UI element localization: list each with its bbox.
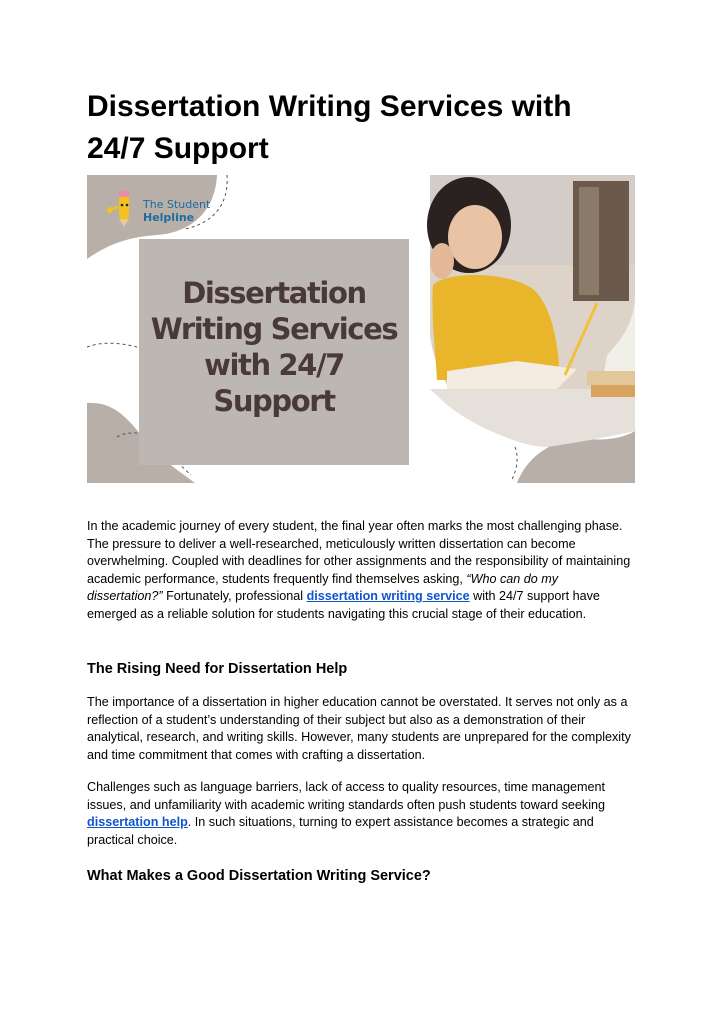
section-heading-good-service: What Makes a Good Dissertation Writing Service? — [87, 868, 431, 884]
intro-paragraph — [87, 518, 635, 624]
hero-banner — [87, 175, 635, 483]
para2-text-2: . In such situations, turning to expert assistance becomes a strategic and practical choice. — [87, 815, 594, 847]
intro-text-2: Fortunately, professional — [162, 589, 307, 604]
hero-card-line: with 24/7 — [204, 348, 344, 382]
logo-text-line2: Helpline — [143, 211, 195, 224]
para2-text: Challenges such as language barriers, lack of access to quality resources, time management issues, and unfamiliarity with academic writing standards often push students toward seeking — [87, 780, 606, 812]
hero-card-line: Dissertation — [182, 276, 366, 310]
brand-logo — [99, 189, 239, 229]
hero-card-title — [139, 275, 409, 419]
hero-card-line: Writing Services — [150, 312, 398, 346]
intro-text: In the academic journey of every student, the final year often marks the most challenging phase. The pressure to deliver a well-researched, meticulously written dissertation can become overwhelming. Coupled with deadlines for other assignments and the responsibility of maintaining academic performance, students frequently find themselves asking, — [87, 519, 631, 586]
logo-text-line1: The Student — [143, 198, 211, 211]
intro-text-3: with 24/7 support have emerged as a reliable solution for students navigating this crucial stage of their education. — [87, 589, 600, 621]
page-title: Dissertation Writing Services with 24/7 Support — [87, 90, 572, 165]
hero-title-card — [139, 239, 409, 465]
pencil-mascot-icon — [99, 189, 139, 229]
section-heading-rising-need: The Rising Need for Dissertation Help — [87, 661, 348, 677]
section1-paragraph-1: The importance of a dissertation in higher education cannot be overstated. It serves not only as a reflection of a student’s understanding of their subject but also as a demonstration of their analytical, research, and writing skills. However, many students are unprepared for the complexity and time commitment that comes with crafting a dissertation. — [87, 695, 631, 762]
dissertation-help-link[interactable]: dissertation help — [87, 815, 188, 830]
dissertation-writing-service-link[interactable]: dissertation writing service — [306, 589, 470, 604]
section1-paragraph-2 — [87, 779, 635, 849]
hero-card-line: Support — [213, 384, 335, 418]
intro-quote: “Who can do my dissertation?” — [87, 571, 559, 604]
